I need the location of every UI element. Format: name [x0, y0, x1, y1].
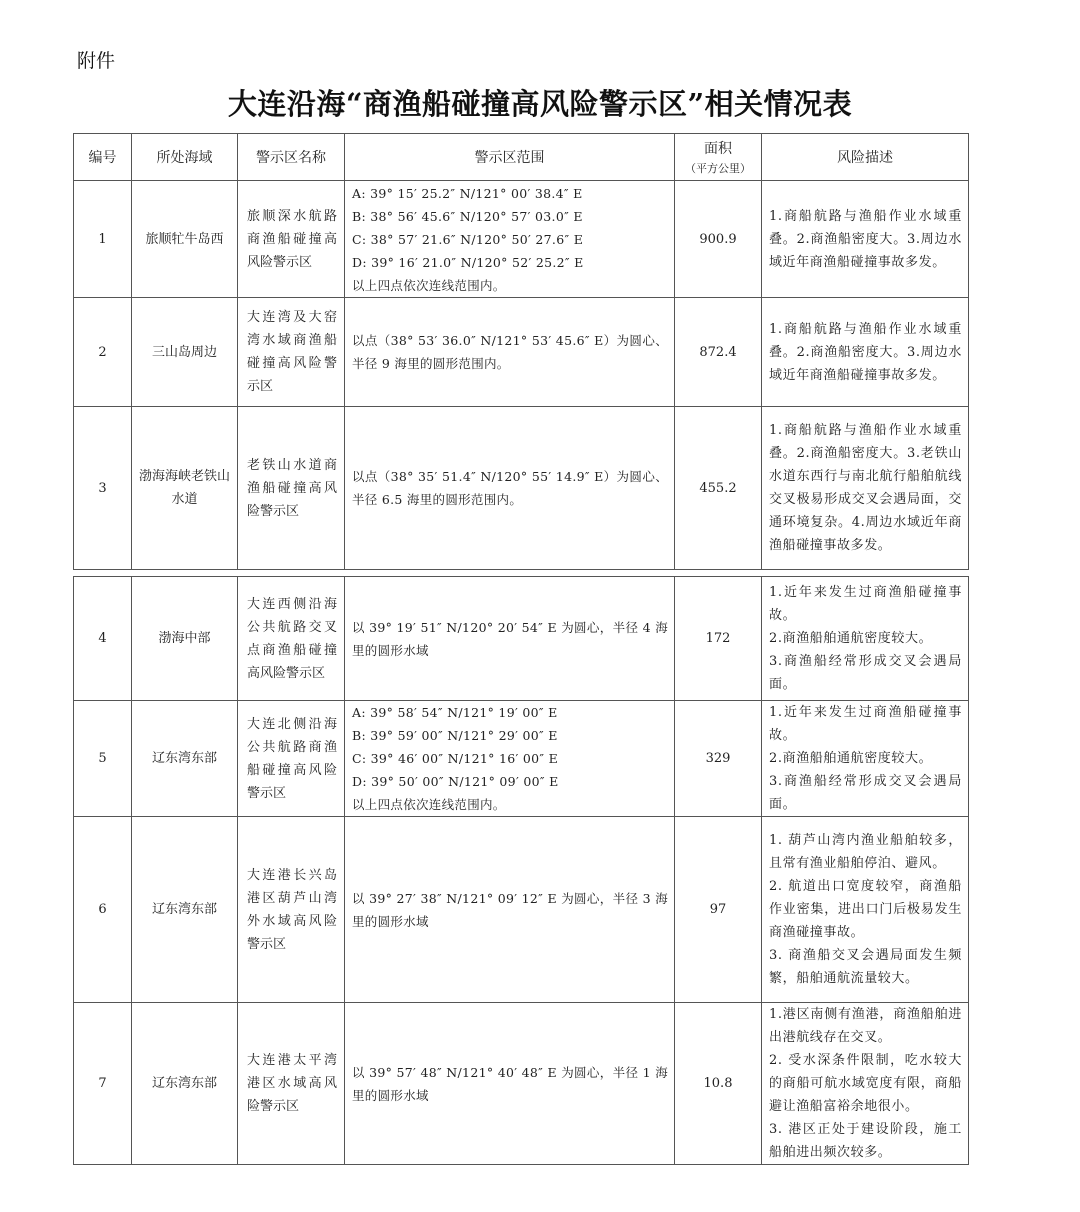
row-risk: 1.商船航路与渔船作业水域重叠。2.商渔船密度大。3.周边水域近年商渔船碰撞事故多发。 — [762, 181, 969, 298]
row-zone-name: 大连港长兴岛港区葫芦山湾外水域高风险警示区 — [238, 817, 345, 1003]
range-point-d: D: 39° 16′ 21.0″ N/120° 52′ 25.2″ E — [352, 254, 584, 270]
row-zone-name: 大连西侧沿海公共航路交叉点商渔船碰撞高风险警示区 — [238, 577, 345, 701]
row-risk: 1.商船航路与渔船作业水域重叠。2.商渔船密度大。3.老铁山水道东西行与南北航行船舶航线交叉极易形成交叉会遇局面，交通环境复杂。4.周边水域近年商渔船碰撞事故多发。 — [762, 407, 969, 570]
range-point-d: D: 39° 50′ 00″ N/121° 09′ 00″ E — [352, 774, 559, 789]
row-sea-area: 渤海海峡老铁山水道 — [132, 407, 238, 570]
document-title: 大连沿海“商渔船碰撞高风险警示区”相关情况表 — [227, 87, 853, 121]
risk-item-2: 2. 航道出口宽度较窄，商渔船作业密集，进出口门后极易发生商渔碰撞事故。 — [769, 879, 962, 940]
row-sea-area: 辽东湾东部 — [132, 701, 238, 817]
attachment-label: 附件 — [77, 50, 116, 72]
row-range: 以 39° 27′ 38″ N/121° 09′ 12″ E 为圆心，半径 3 海里的圆形水域 — [345, 817, 675, 1003]
range-note: 以上四点依次连线范围内。 — [352, 797, 506, 812]
row-risk — [762, 817, 969, 1003]
row-zone-name: 大连湾及大窑湾水域商渔船碰撞高风险警示区 — [238, 298, 345, 407]
risk-zone-table-part-2 — [73, 576, 969, 1165]
row-area: 172 — [675, 577, 762, 701]
row-no: 1 — [74, 181, 132, 298]
row-area: 10.8 — [675, 1003, 762, 1165]
row-range: 以 39° 57′ 48″ N/121° 40′ 48″ E 为圆心，半径 1 海里的圆形水域 — [345, 1003, 675, 1165]
row-zone-name: 老铁山水道商渔船碰撞高风险警示区 — [238, 407, 345, 570]
row-area: 872.4 — [675, 298, 762, 407]
row-range: 以点（38° 53′ 36.0″ N/121° 53′ 45.6″ E）为圆心、半径 9 海里的圆形范围内。 — [345, 298, 675, 407]
risk-item-2: 2.商渔船舶通航密度较大。 — [769, 631, 933, 646]
header-area — [675, 134, 762, 181]
row-no: 2 — [74, 298, 132, 407]
risk-item-1: 1.港区南侧有渔港，商渔船舶进出港航线存在交叉。 — [769, 1007, 962, 1045]
row-no: 3 — [74, 407, 132, 570]
risk-item-1: 1.近年来发生过商渔船碰撞事故。 — [769, 585, 962, 623]
row-range — [345, 181, 675, 298]
table-row — [74, 1003, 969, 1165]
row-risk — [762, 577, 969, 701]
row-no: 7 — [74, 1003, 132, 1165]
table-row — [74, 181, 969, 298]
risk-item-1: 1.近年来发生过商渔船碰撞事故。 — [769, 705, 962, 743]
table-row — [74, 407, 969, 570]
risk-item-3: 3. 商渔船交叉会遇局面发生频繁，船舶通航流量较大。 — [769, 948, 962, 986]
row-no: 6 — [74, 817, 132, 1003]
range-point-b: B: 39° 59′ 00″ N/121° 29′ 00″ E — [352, 728, 558, 743]
risk-item-1: 1. 葫芦山湾内渔业船舶较多，且常有渔业船舶停泊、避风。 — [769, 833, 962, 871]
range-point-a: A: 39° 58′ 54″ N/121° 19′ 00″ E — [352, 705, 558, 720]
row-sea-area: 辽东湾东部 — [132, 1003, 238, 1165]
row-area: 329 — [675, 701, 762, 817]
table-row — [74, 817, 969, 1003]
header-row — [74, 134, 969, 181]
row-risk — [762, 701, 969, 817]
row-zone-name: 大连北侧沿海公共航路商渔船碰撞高风险警示区 — [238, 701, 345, 817]
range-point-b: B: 38° 56′ 45.6″ N/120° 57′ 03.0″ E — [352, 208, 583, 224]
header-risk: 风险描述 — [762, 134, 969, 181]
row-range: 以 39° 19′ 51″ N/120° 20′ 54″ E 为圆心，半径 4 海里的圆形水域 — [345, 577, 675, 701]
row-area: 97 — [675, 817, 762, 1003]
row-sea-area: 旅顺牤牛岛西 — [132, 181, 238, 298]
header-sea-area: 所处海域 — [132, 134, 238, 181]
row-risk: 1.商船航路与渔船作业水域重叠。2.商渔船密度大。3.周边水域近年商渔船碰撞事故多发。 — [762, 298, 969, 407]
row-zone-name: 大连港太平湾港区水域高风险警示区 — [238, 1003, 345, 1165]
table-row — [74, 577, 969, 701]
row-risk — [762, 1003, 969, 1165]
row-no: 5 — [74, 701, 132, 817]
row-sea-area: 三山岛周边 — [132, 298, 238, 407]
row-sea-area: 渤海中部 — [132, 577, 238, 701]
table-row — [74, 298, 969, 407]
range-point-a: A: 39° 15′ 25.2″ N/121° 00′ 38.4″ E — [352, 185, 583, 201]
row-no: 4 — [74, 577, 132, 701]
risk-item-3: 3.商渔船经常形成交叉会遇局面。 — [769, 774, 962, 812]
risk-item-2: 2. 受水深条件限制，吃水较大的商船可航水域宽度有限，商船避让渔船富裕余地很小。 — [769, 1053, 962, 1114]
header-no: 编号 — [74, 134, 132, 181]
row-sea-area: 辽东湾东部 — [132, 817, 238, 1003]
risk-item-3: 3.商渔船经常形成交叉会遇局面。 — [769, 654, 962, 692]
range-note: 以上四点依次连线范围内。 — [352, 277, 506, 293]
row-range — [345, 701, 675, 817]
risk-item-2: 2.商渔船舶通航密度较大。 — [769, 751, 933, 766]
header-area-label: 面积 — [704, 141, 732, 157]
row-area: 455.2 — [675, 407, 762, 570]
range-point-c: C: 38° 57′ 21.6″ N/120° 50′ 27.6″ E — [352, 231, 584, 247]
header-area-unit: （平方公里） — [685, 162, 751, 175]
risk-item-3: 3. 港区正处于建设阶段，施工船舶进出频次较多。 — [769, 1122, 962, 1160]
row-range: 以点（38° 35′ 51.4″ N/120° 55′ 14.9″ E）为圆心、半径 6.5 海里的圆形范围内。 — [345, 407, 675, 570]
risk-zone-table-part-1 — [73, 133, 969, 570]
header-range: 警示区范围 — [345, 134, 675, 181]
table-row — [74, 701, 969, 817]
row-zone-name: 旅顺深水航路商渔船碰撞高风险警示区 — [238, 181, 345, 298]
header-zone-name: 警示区名称 — [238, 134, 345, 181]
row-area: 900.9 — [675, 181, 762, 298]
range-point-c: C: 39° 46′ 00″ N/121° 16′ 00″ E — [352, 751, 559, 766]
